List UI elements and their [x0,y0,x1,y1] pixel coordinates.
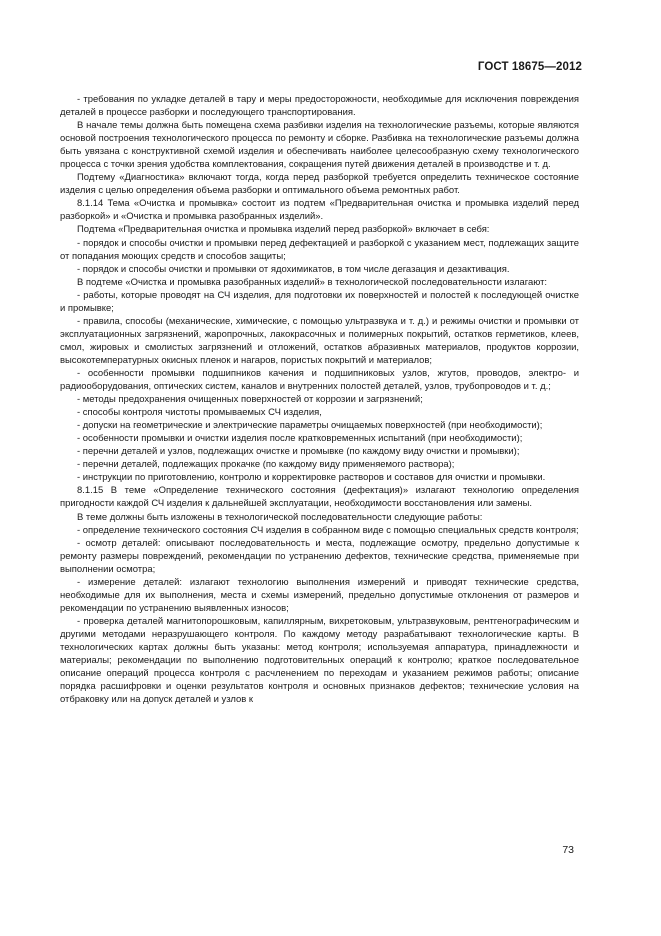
paragraph: - осмотр деталей: описывают последовательность и места, подлежащие осмотру, предельно допустимые к ремонту размеры повреждений, рекомендации по устранению дефектов, технические средства, применяемые при выполнении осмотра; [60,537,579,575]
paragraph: 8.1.15 В теме «Определение технического состояния (дефектация)» излагают технологию определения пригодности каждой СЧ изделия к дальнейшей эксплуатации, необходимости восстановления или замены. [60,485,579,510]
paragraph: - особенности промывки и очистки изделия после кратковременных испытаний (при необходимости); [77,433,523,445]
paragraph: - перечни деталей, подлежащих прокачке (по каждому виду применяемого раствора); [77,459,455,471]
paragraph: 8.1.14 Тема «Очистка и промывка» состоит из подтем «Предварительная очистка и промывка изделий перед разборкой» и «Очистка и промывка разобранных изделий». [60,198,579,223]
paragraph: - измерение деталей: излагают технологию выполнения измерений и приводят технические средства, необходимые для их выполнения, места и схемы измерений, предельно допустимые отклонения от размеров и рекомендации по устранению выявленных износов; [60,576,579,614]
paragraph: В теме должны быть изложены в технологической последовательности следующие работы: [77,511,483,523]
paragraph: - способы контроля чистоты промываемых СЧ изделия, [77,407,322,419]
paragraph: - порядок и способы очистки и промывки от ядохимикатов, в том числе дегазация и дезактивация. [77,263,510,275]
paragraph: - перечни деталей и узлов, подлежащих очистке и промывке (по каждому виду очистки и промывки); [77,446,520,458]
paragraph: - определение технического состояния СЧ изделия в собранном виде с помощью специальных средств контроля; [77,524,579,536]
document-body [60,93,579,706]
document-header: ГОСТ 18675—2012 [477,61,582,73]
paragraph: - проверка деталей магнитопорошковым, капиллярным, вихретоковым, ультразвуковым, рентгенографическим и другими методами неразрушающего контроля. По каждому методу разрабатывают технологические карты. В технологических картах должны быть указаны: метод контроля; используемая аппаратура, принадлежности и материалы; рекомендации по выполнению подготовительных операций к контролю; краткое последовательное описание операций процесса контроля с расчленением по переходам и указанием режимов работы; описание порядка расшифровки и оценки результатов контроля и основных признаков дефектов; технические условия на отбраковку или на допуск деталей и узлов к [60,615,579,706]
paragraph: В подтеме «Очистка и промывка разобранных изделий» в технологической последовательности излагают: [77,276,548,288]
paragraph: В начале темы должна быть помещена схема разбивки изделия на технологические разъемы, которые являются основой построения технологического процесса по ремонту и сборке. Разбивка на технологические разъемы должна быть увязана с конструктивной схемой изделия и обеспечивать наиболее целесообразную схему технологического процесса с точки зрения удобства комплектования, сокращения путей движения деталей в производстве и т. д. [60,120,579,171]
paragraph: - требования по укладке деталей в тару и меры предосторожности, необходимые для исключения повреждения деталей в процессе разборки и последующего транспортирования. [60,94,579,119]
page-number: 73 [562,844,574,856]
paragraph: - работы, которые проводят на СЧ изделия, для подготовки их поверхностей и полостей к последующей очистке и промывке; [60,289,579,314]
paragraph: - допуски на геометрические и электрические параметры очищаемых поверхностей (при необходимости); [77,420,543,432]
paragraph: Подтему «Диагностика» включают тогда, когда перед разборкой требуется определить техническое состояние изделия с целью определения объема разборки и оптимального объема ремонтных работ. [60,172,579,197]
paragraph: - методы предохранения очищенных поверхностей от коррозии и загрязнений; [77,394,423,406]
paragraph: - правила, способы (механические, химические, с помощью ультразвука и т. д.) и режимы очистки и промывки от эксплуатационных загрязнений, жаропрочных, лакокрасочных и полимерных покрытий, остатков герметиков, клеев, смол, жировых и смолистых загрязнений и отложений, остатков абразивных материалов, продуктов коррозии, высокотемпературных окисных пленок и нагаров, пористых покрытий и материалов; [60,315,579,366]
paragraph: - инструкции по приготовлению, контролю и корректировке растворов и составов для очистки и промывки. [77,472,546,484]
paragraph: Подтема «Предварительная очистка и промывка изделий перед разборкой» включает в себя: [77,224,490,236]
paragraph: - особенности промывки подшипников качения и подшипниковых узлов, жгутов, проводов, электро- и радиооборудования, оптических систем, каналов и внутренних полостей деталей, узлов, трубопроводов и т. д.; [60,367,579,393]
paragraph: - порядок и способы очистки и промывки перед дефектацией и разборкой с указанием мест, подлежащих защите от попадания моющих средств и способов защиты; [60,237,579,262]
